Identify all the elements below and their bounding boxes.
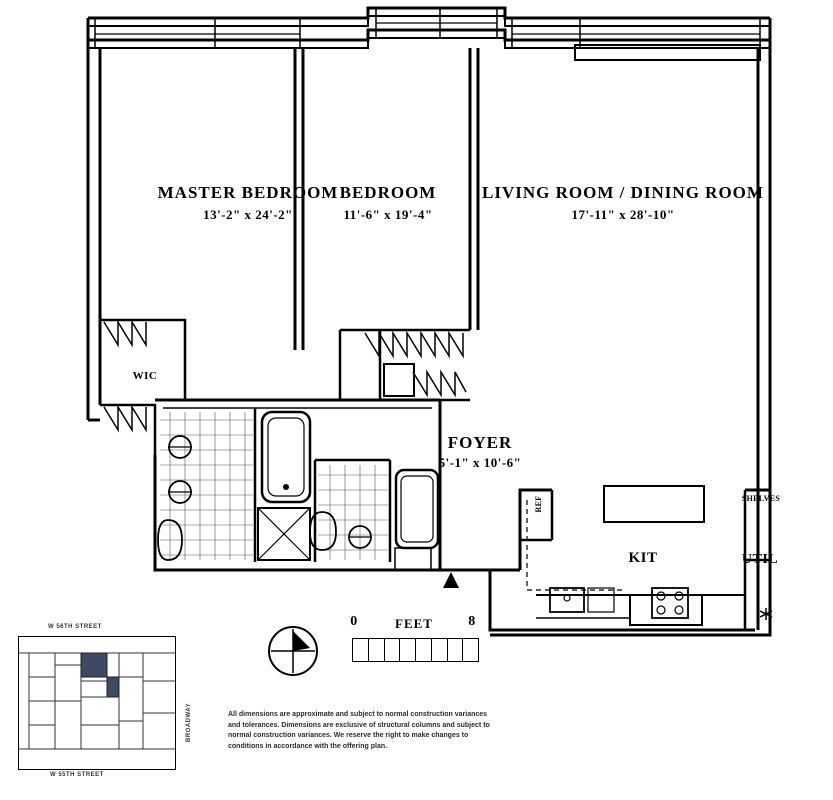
scale-unit-label: FEET	[395, 616, 433, 631]
scale-bar	[352, 638, 479, 662]
room-label-foyer: FOYER	[447, 433, 513, 452]
key-map	[18, 636, 176, 770]
room-dims-bedroom: 11'-6" x 19'-4"	[343, 207, 433, 222]
room-label-ref: REF	[534, 495, 543, 513]
north-arrow-icon	[443, 572, 459, 588]
room-label-bedroom: BEDROOM	[339, 183, 437, 202]
room-label-kit: KIT	[628, 550, 658, 566]
keymap-street-right: BROADWAY	[186, 702, 192, 742]
room-label-living-dining: LIVING ROOM / DINING ROOM	[482, 183, 764, 202]
room-label-wic: WIC	[132, 370, 158, 382]
room-dims-foyer: 5'-1" x 10'-6"	[438, 455, 522, 470]
scale-end-label: 8	[468, 614, 476, 629]
room-label-util: UTIL	[741, 552, 779, 567]
scale-start-label: 0	[350, 614, 358, 629]
room-label-shelves: SHELVES	[741, 494, 781, 503]
room-dims-master-bedroom: 13'-2" x 24'-2"	[203, 207, 293, 222]
keymap-street-bottom: W 55TH STREET	[50, 772, 104, 778]
room-label-master-bedroom: MASTER BEDROOM	[157, 183, 339, 202]
disclaimer-text: All dimensions are approximate and subject to normal construction variances and tolerances. Dimensions are exclusive of structural columns and subject to normal construction variances. We reserve the right to make changes to conditions in accordance with the offering plan.	[228, 711, 490, 750]
room-dims-living-dining: 17'-11" x 28'-10"	[571, 207, 675, 222]
keymap-street-top: W 56TH STREET	[48, 624, 102, 630]
compass-rose-icon	[268, 626, 318, 676]
